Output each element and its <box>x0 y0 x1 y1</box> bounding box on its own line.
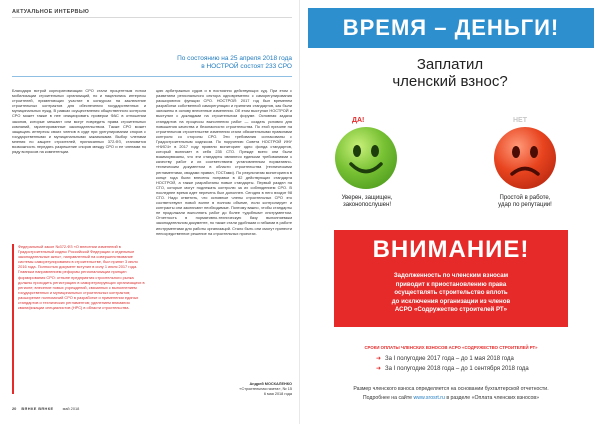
happy-caption-line-1: Уверен, защищен, <box>341 195 393 201</box>
arrow-right-icon: ➜ <box>376 356 382 362</box>
happy-caption-line-2: законопослушен! <box>343 202 391 208</box>
headline-line-1: По состоянию на 25 апреля 2018 года <box>177 55 292 62</box>
magazine-name: ВЯНКЕ ВЯНКЕ <box>21 406 54 411</box>
info-suffix: в разделе «Оплата членских взносов» <box>444 395 540 401</box>
signature-source: «Строительная газета», № 15 <box>239 387 292 391</box>
alert-line-4: до исключения организации из членов <box>391 297 511 305</box>
sad-caption-line-1: Простой в работе, <box>499 195 551 201</box>
article-column-left <box>12 88 146 236</box>
sidebar-accent-bar <box>12 244 14 394</box>
page-number: 20 <box>12 406 17 411</box>
top-rule <box>12 17 292 18</box>
alert-box <box>334 230 568 327</box>
deadline-item <box>376 365 529 372</box>
right-page <box>300 0 600 424</box>
alert-line-2: приводит к приостановлению права <box>395 280 507 288</box>
article-text-left: Благодаря встрой корпоративизации СРО стали процентным потом мобилизации строительных организаций, но и нацелились интересы строителей, применяющих участие в конкурсах на заключение строительных контрактов для обеспечения государственных и муниципальных нужд. В рамках осуществления общественного контроля СРО может также в нее инициировать проверки ФАС в отношении законов, которые мешают или могут повредить права строительных компаний, гарантированные законодательством. Также СРО может защищать интересы своих членов в суде при урегулировании споров с государственными и муниципальными заказчиками. Выбор членами мнения по защите строителей, приписанных 372-ФЗ, становится возможность передать разрешение споров между СРО и ее членами по ряду вопросов на компетенции. <box>12 88 146 155</box>
info-line-1: Размер членского взноса определяется на основании бухгалтерской отчетности. <box>353 386 549 392</box>
page-footer <box>12 406 79 411</box>
happy-face-icon <box>335 127 397 189</box>
info-prefix: Подробнее на сайте <box>362 395 414 401</box>
website-link[interactable]: www.srosrt.ru <box>413 395 445 401</box>
deadline-text: За I полугодие 2017 года – до 1 мая 2018 года <box>385 356 514 362</box>
sidebar-note: Федеральный закон №372-ФЗ «О внесении изменений в Градостроительный кодекс Российской Федерации и отдельные законодательные акты», направленный на совершенствование системы саморегулирования в строительстве, был принят 3 июля 2016 года. Полностью документ вступил в силу 1 июля 2017 года. Главным направлением реформы регионализации принцип формирования СРО: отныне предприятия строительного рынка должны проходить регистрацию в саморегулирующих организациях в регионе; внесение новых учреждений, связанных с выполнением государственных и муниципальных строительных контрактов; расширение полномочий СРО в разработке и применении единых стандартов и технических регламентов; уделением внимания квалификации специалистов (НРС) в области строительства. <box>18 244 145 311</box>
deadline-text: За I полугодие 2018 года – до 1 сентября 2018 года <box>385 366 529 372</box>
issue-date: май 2018 <box>62 406 80 411</box>
question-line-2: членский взнос? <box>392 73 508 90</box>
happy-caption <box>322 195 412 209</box>
no-label: НЕТ <box>513 117 527 124</box>
headline-line-2: в НОСТРОЙ состоят 233 СРО <box>201 63 292 70</box>
question <box>340 56 560 90</box>
section-label: АКТУАЛЬНОЕ ИНТЕРВЬЮ <box>12 9 90 15</box>
yes-label: ДА! <box>352 117 365 124</box>
article-column-right <box>156 88 292 378</box>
signature <box>200 382 292 397</box>
deadlines-title: СРОКИ ОПЛАТЫ ЧЛЕНСКИХ ВЗНОСОВ АСРО «СОДРУЖЕСТВО СТРОИТЕЛЕЙ РТ» <box>364 345 538 350</box>
sad-caption-line-2: удар по репутации! <box>498 202 552 208</box>
alert-text <box>344 272 558 315</box>
alert-line-3: осуществлять строительство вплоть <box>394 289 508 297</box>
alert-line-5: АСРО «Содружество строителей РТ» <box>394 306 508 314</box>
info-line-2 <box>308 395 594 401</box>
sad-caption <box>480 195 570 209</box>
deadline-item <box>376 355 514 362</box>
question-line-1: Заплатил <box>416 56 484 73</box>
signature-date: 6 мая 2018 года <box>263 392 292 396</box>
banner-title: ВРЕМЯ – ДЕНЬГИ! <box>308 8 594 48</box>
signature-author: Андрей МОСКАЛЕНКО <box>249 382 292 386</box>
alert-line-1: Задолженность по членским взносам <box>393 272 509 279</box>
headline <box>12 55 292 71</box>
sad-face-icon <box>494 127 556 189</box>
headline-rule <box>12 76 292 77</box>
alert-title: ВНИМАНИЕ! <box>372 236 530 263</box>
arrow-right-icon: ➜ <box>376 366 382 372</box>
article-text-right: цию арбитражных судов и в постоянно действующих суд. При этом с развитием регионального сектора одновременно с саморегулирования расширяются функции СРО. НОСТРОЙ: 2017 год был временем разработки собственной саморегуляции и принятия стандартов, как были заложены в основу внесенные изменения. Об этом выступал НОСТРОЙ и выступил с докладами на строительном форуме. Основная задача стандартов на процессы выполнения работ — создать условия для повышения качества и безопасности строительства. По этой причине на строительном строительстве изменения стали обязательными правилами контроля со стороны СРО. Эти требования согласованы с Градостроительным кодексом. По поручению Совета НОСТРОЙ ИНУ «НИСЧ» в 2017 году провели мониторинг одно фонда стандартов, который включает в себя 235 СТО. Прежде всего они были взаимоувязаны, что эти стандарты являются едиными требованиями к качеству работ и их соответствием установленным нормативно-техническим документом в области строительства (техническими регламентами, сводами правил, ГОСТами). По результатам мониторинга в конце года были внесены поправки в 82 действующих стандарта НОСТРОЙ, а также разработаны новые стандарты. Первый раздел на СТО, которые могут подлежать контролю за их соблюдением СРО. В последнее время идет перечень был дополнен. Сегодня в него входят 98 СТО. Надо отметить, что основные члены строительных СРО это соответствуют новой волне в полном объеме, если контролирует и контракты они заключают необходимые. Поэтому важно, чтобы стандарты не продолжали выполнять работ до более «удобным» инструментом. Отчетность в нормативно-техническую базу выполняемым законодательном документе, но также стали удобными и гибкими в работе инструментами для работы организаций. Стало быть они смогут принести непосредственное решение на строительных проектах. <box>156 88 292 236</box>
